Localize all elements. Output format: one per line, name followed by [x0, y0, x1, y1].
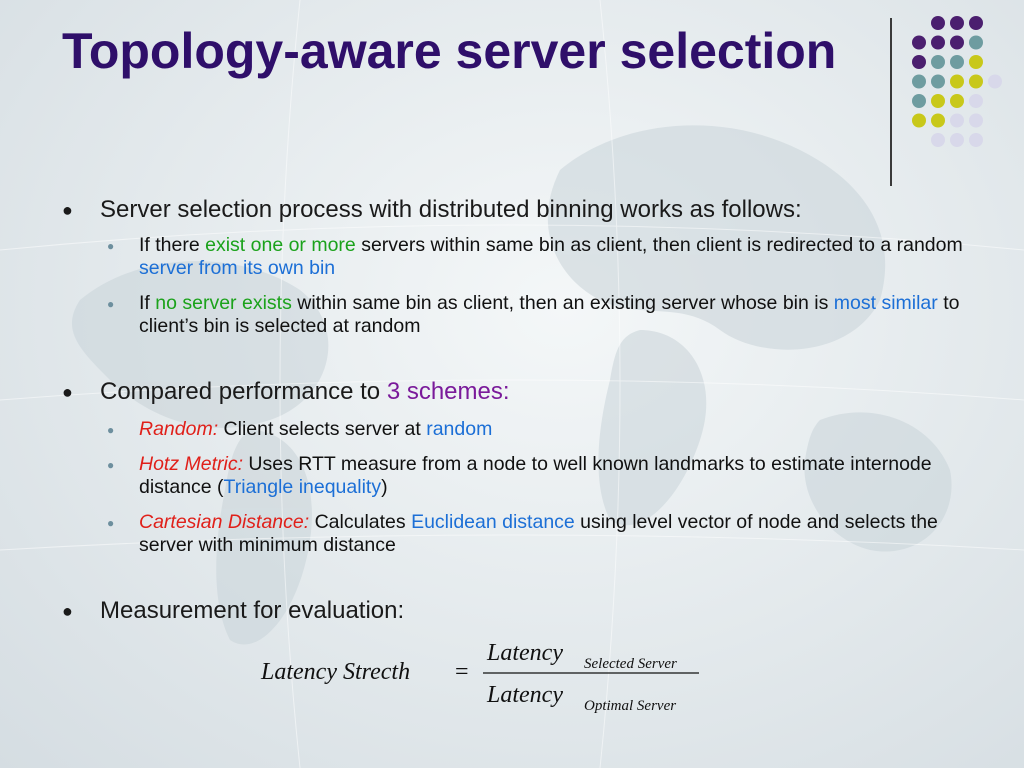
- bullet-dot: ●: [62, 382, 73, 402]
- bullet-compared-performance: ● Compared performance to 3 schemes:: [62, 378, 510, 405]
- formula-lhs: Latency Strecth: [261, 659, 411, 685]
- formula-numerator-subscript: Selected Server: [584, 656, 677, 672]
- formula-numerator: Latency: [487, 640, 563, 666]
- formula-denominator: Latency: [487, 682, 563, 708]
- bullet-dot: ●: [62, 601, 73, 621]
- sub-bullet-dot: ●: [107, 239, 115, 253]
- bullet-measurement: ● Measurement for evaluation:: [62, 597, 405, 624]
- sub-bullet-no-server: ● If no server exists within same bin as client, then an existing server whose bin is most similar to client’s bin is selected at random: [107, 292, 960, 337]
- sub-bullet-dot: ●: [107, 423, 115, 437]
- formula-denominator-subscript: Optimal Server: [584, 698, 677, 714]
- slide-title: Topology-aware server selection: [62, 23, 837, 79]
- sub-bullet-random: ● Random: Client selects server at random: [107, 418, 493, 440]
- sub-bullet-dot: ●: [107, 297, 115, 311]
- sub-bullet-hotz-metric: ● Hotz Metric: Uses RTT measure from a node to well known landmarks to estimate internode distance (Triangle inequality): [107, 453, 932, 498]
- sub-bullet-same-bin: ● If there exist one or more servers within same bin as client, then client is redirected to a random server from its own bin: [107, 234, 963, 279]
- latency-stretch-formula: [255, 632, 725, 722]
- sub-bullet-dot: ●: [107, 458, 115, 472]
- sub-bullet-dot: ●: [107, 516, 115, 530]
- sub-bullet-cartesian-distance: ● Cartesian Distance: Calculates Euclidean distance using level vector of node and selects the server with minimum distance: [107, 511, 938, 556]
- bullet-dot: ●: [62, 200, 73, 220]
- formula-equals: =: [455, 659, 469, 685]
- bullet-server-selection: ● Server selection process with distributed binning works as follows:: [62, 196, 802, 223]
